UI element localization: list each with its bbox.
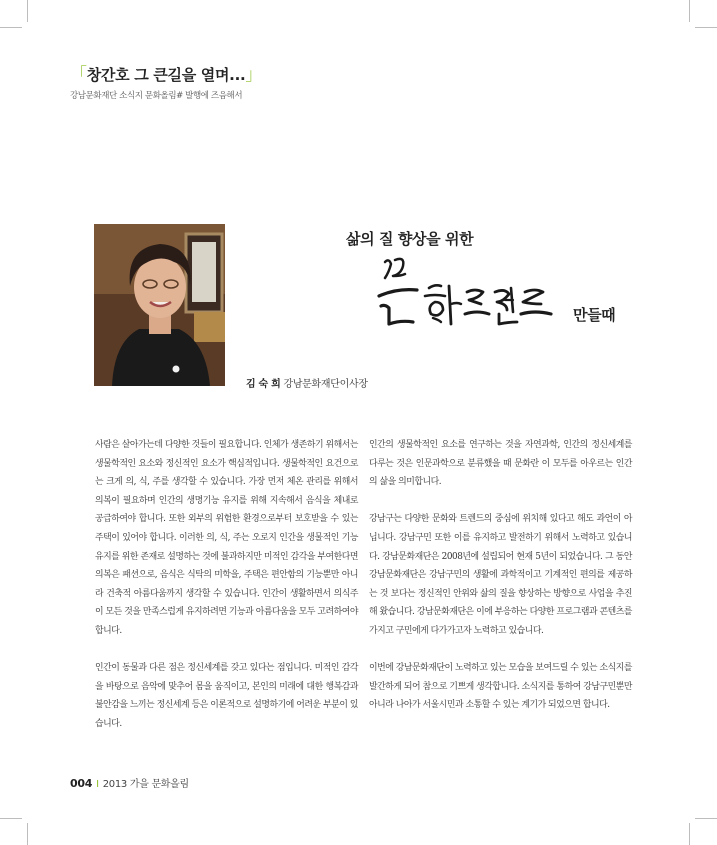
section-header [70,60,262,101]
crop-mark [0,818,22,819]
paragraph: 사람은 살아가는데 다양한 것들이 필요합니다. 인체가 생존하기 위해서는 생물학적인 요소와 정신적인 요소가 핵심적입니다. 생물학적인 요건으로는 크게 의, 식, 주를 생각할 수 있습니다. 가장 먼저 체온 관리를 위해서 의복이 필요하며 인간의 생명기능 유지를 위해 지속해서 음식을 체내로 공급하여야 합니다. 또한 외부의 위험한 환경으로부터 보호받을 수 있는 주택이 있어야 합니다. 이러한 의, 식, 주는 오로지 인간을 생물적인 기능 유지를 위한 존재로 설명하는 것에 불과하지만 미적인 감각을 부여한다면 의복은 패션으로, 음식은 식탁의 미학을, 주택은 편안함의 기능뿐만 아니라 건축적 아름다움까지 생각할 수 있습니다. 인간이 생활하면서 의식주 이 모든 것을 만족스럽게 유지하려면 기능과 아름다움을 모두 고려하여야 합니다. [95,440,358,636]
crop-mark [27,823,28,845]
paragraph: 이번에 강남문화재단이 노력하고 있는 모습을 보여드릴 수 있는 소식지를 발간하게 되어 참으로 기쁘게 생각합니다. 소식지를 통하여 강남구민뿐만 아니라 나아가 서울시민과 소통할 수 있는 계기가 되었으면 합니다. [369,663,632,711]
headline-intro: 삶의 질 향상을 위한 [346,230,474,248]
crop-mark [0,27,22,28]
paragraph: 인간이 동물과 다른 점은 정신세계를 갖고 있다는 점입니다. 미적인 감각을 바탕으로 음악에 맞추어 몸을 움직이고, 본인의 미래에 대한 행복감과 불안감을 느끼는 정신세계 등은 이론적으로 설명하기에 어려운 부분이 있습니다. [95,663,358,729]
section-title [70,60,262,85]
crop-mark [695,27,717,28]
page-footer [70,775,189,790]
crop-mark [689,823,690,845]
body-column-left [95,436,358,752]
crop-mark [689,0,690,22]
paragraph: 강남구는 다양한 문화와 트렌드의 중심에 위치해 있다고 해도 과언이 아닙니다. 강남구민 또한 이를 유지하고 발전하기 위해서 노력하고 있습니다. 강남문화재단은 2008년에 설립되어 현재 5년이 되었습니다. 그 동안 강남문화재단은 강남구민의 생활에 과학적이고 기계적인 편의를 제공하는 것 보다는 정신적인 안위와 삶의 질을 향상하는 방향으로 사업을 추진해 왔습니다. 강남문화재단은 이에 부응하는 다양한 프로그램과 콘텐츠를 가지고 구민에게 다가가고자 노력하고 있습니다. [369,514,632,636]
open-bracket: 「 [70,65,87,85]
crop-mark [695,818,717,819]
close-bracket: 」 [245,65,263,85]
calligraphy-strokes [375,252,567,332]
headline-ending: 만들때 [573,306,616,324]
paragraph: 인간의 생물학적인 요소를 연구하는 것을 자연과학, 인간의 정신세계를 다루는 것은 인문과학으로 분류했을 때 문화란 이 모두를 아우르는 인간의 삶을 의미합니다. [369,440,632,488]
publication-name: 2013 가을 문화올림 [102,779,189,790]
crop-mark [27,0,28,22]
author-title: 강남문화재단이사장 [283,379,368,390]
section-subtitle: 강남문화재단 소식지 문화올림# 발행에 즈음해서 [70,91,243,101]
brush-title-calligraphy [375,252,567,332]
portrait-illustration [94,224,225,386]
footer-separator: I [96,779,99,790]
author-portrait [94,224,225,386]
author-name: 김 숙 희 [246,379,281,390]
author-byline [246,375,368,390]
section-title-text: 창간호 그 큰길을 열며... [86,66,246,84]
body-column-right [369,436,632,734]
page-number: 004 [70,777,93,790]
